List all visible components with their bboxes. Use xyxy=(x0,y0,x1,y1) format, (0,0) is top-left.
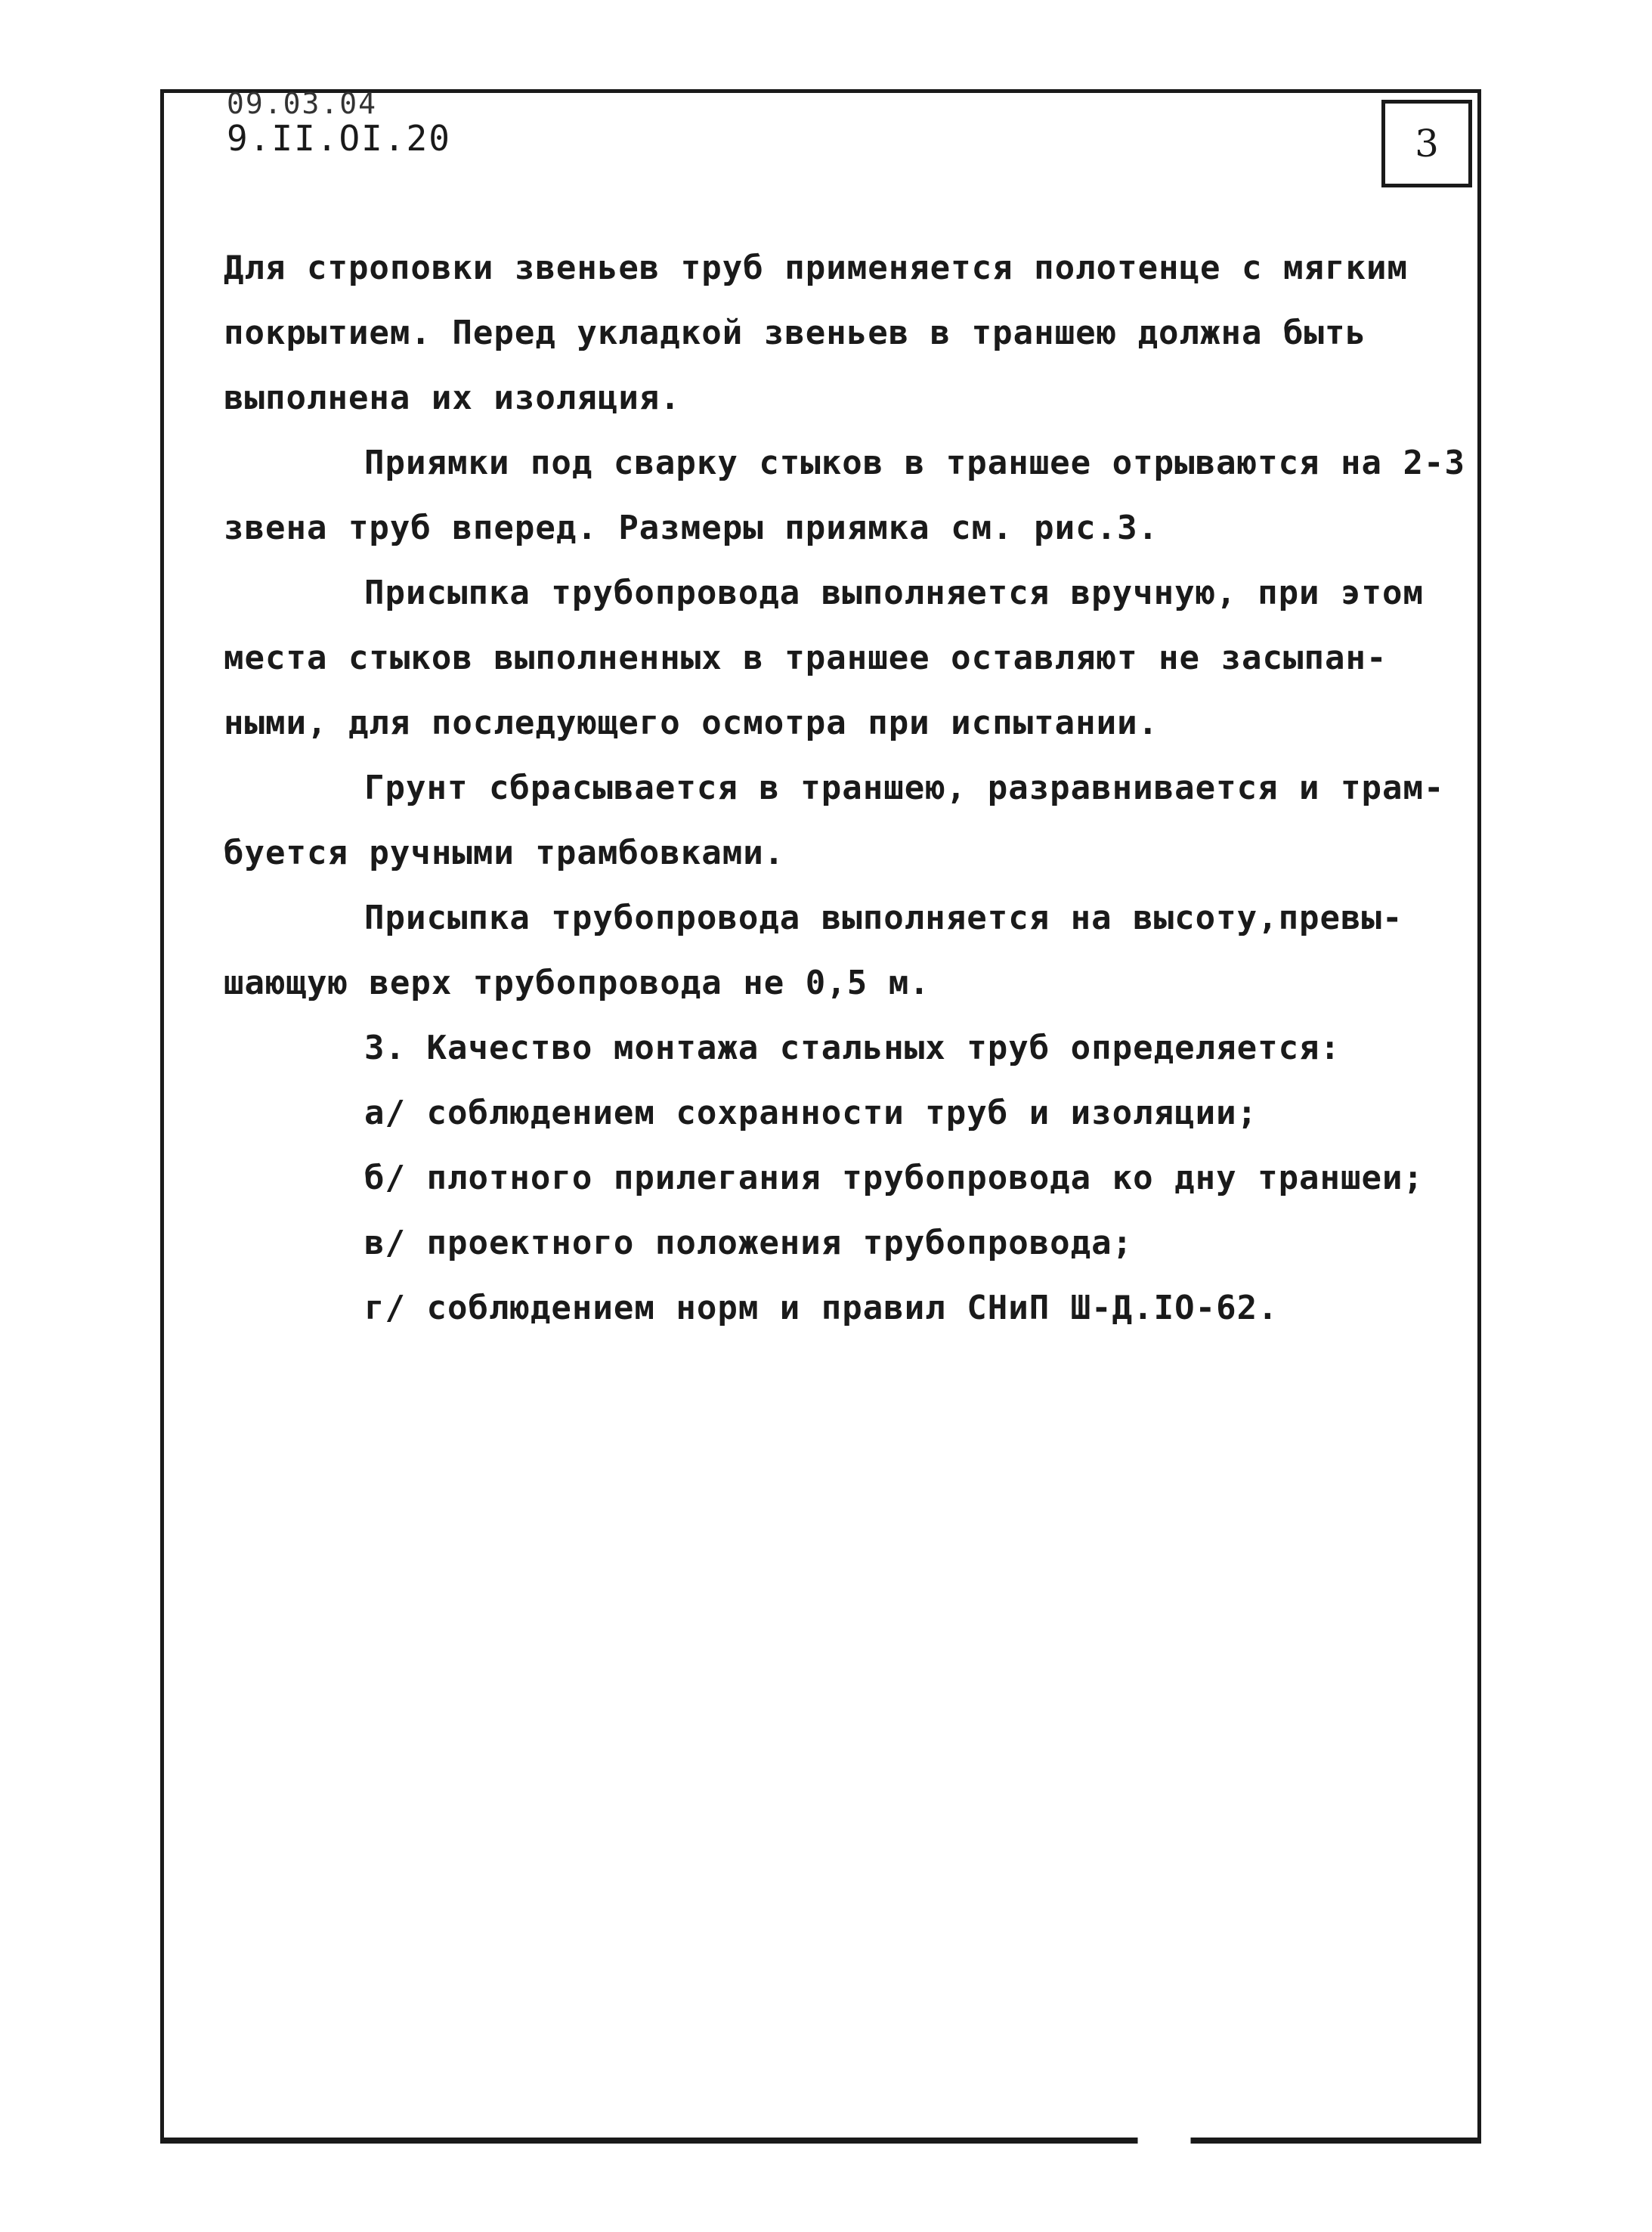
text-line: Присыпка трубопровода выполняется на высоту,превы- xyxy=(364,899,1403,937)
list-item: в/ проектного положения трубопровода; xyxy=(364,1224,1134,1262)
document-code-top: 09.03.04 xyxy=(227,87,378,120)
text-line: выполнена их изоляция. xyxy=(224,379,681,417)
text-line: звена труб вперед. Размеры приямка см. рис.3. xyxy=(224,509,1159,547)
text-line: Присыпка трубопровода выполняется вручную, при этом xyxy=(364,574,1425,612)
page-frame-bottom-edge xyxy=(160,2138,1481,2144)
list-heading: 3. Качество монтажа стальных труб определяется: xyxy=(364,1029,1341,1067)
list-item: а/ соблюдением сохранности труб и изоляции; xyxy=(364,1094,1258,1132)
document-code-main: 9.II.OI.20 xyxy=(227,118,451,159)
text-line: места стыков выполненных в траншее оставляют не засыпан- xyxy=(224,639,1387,677)
text-line: покрытием. Перед укладкой звеньев в траншею должна быть xyxy=(224,314,1366,352)
text-line: ными, для последующего осмотра при испытании. xyxy=(224,704,1159,742)
document-body xyxy=(224,236,1465,1341)
page-number-box xyxy=(1381,100,1472,187)
text-line: Приямки под сварку стыков в траншее отрываются на 2-3 xyxy=(364,444,1465,482)
text-line: шающую верх трубопровода не 0,5 м. xyxy=(224,964,930,1002)
document-codes xyxy=(227,87,451,159)
text-line: Для строповки звеньев труб применяется полотенце с мягким xyxy=(224,249,1408,287)
text-line: буется ручными трамбовками. xyxy=(224,834,785,872)
page-number: 3 xyxy=(1415,122,1439,166)
text-line: Грунт сбрасывается в траншею, разравнивается и трам- xyxy=(364,769,1445,807)
list-item: г/ соблюдением норм и правил СНиП Ш-Д.IО-62. xyxy=(364,1289,1279,1327)
list-item: б/ плотного прилегания трубопровода ко дну траншеи; xyxy=(364,1159,1425,1197)
